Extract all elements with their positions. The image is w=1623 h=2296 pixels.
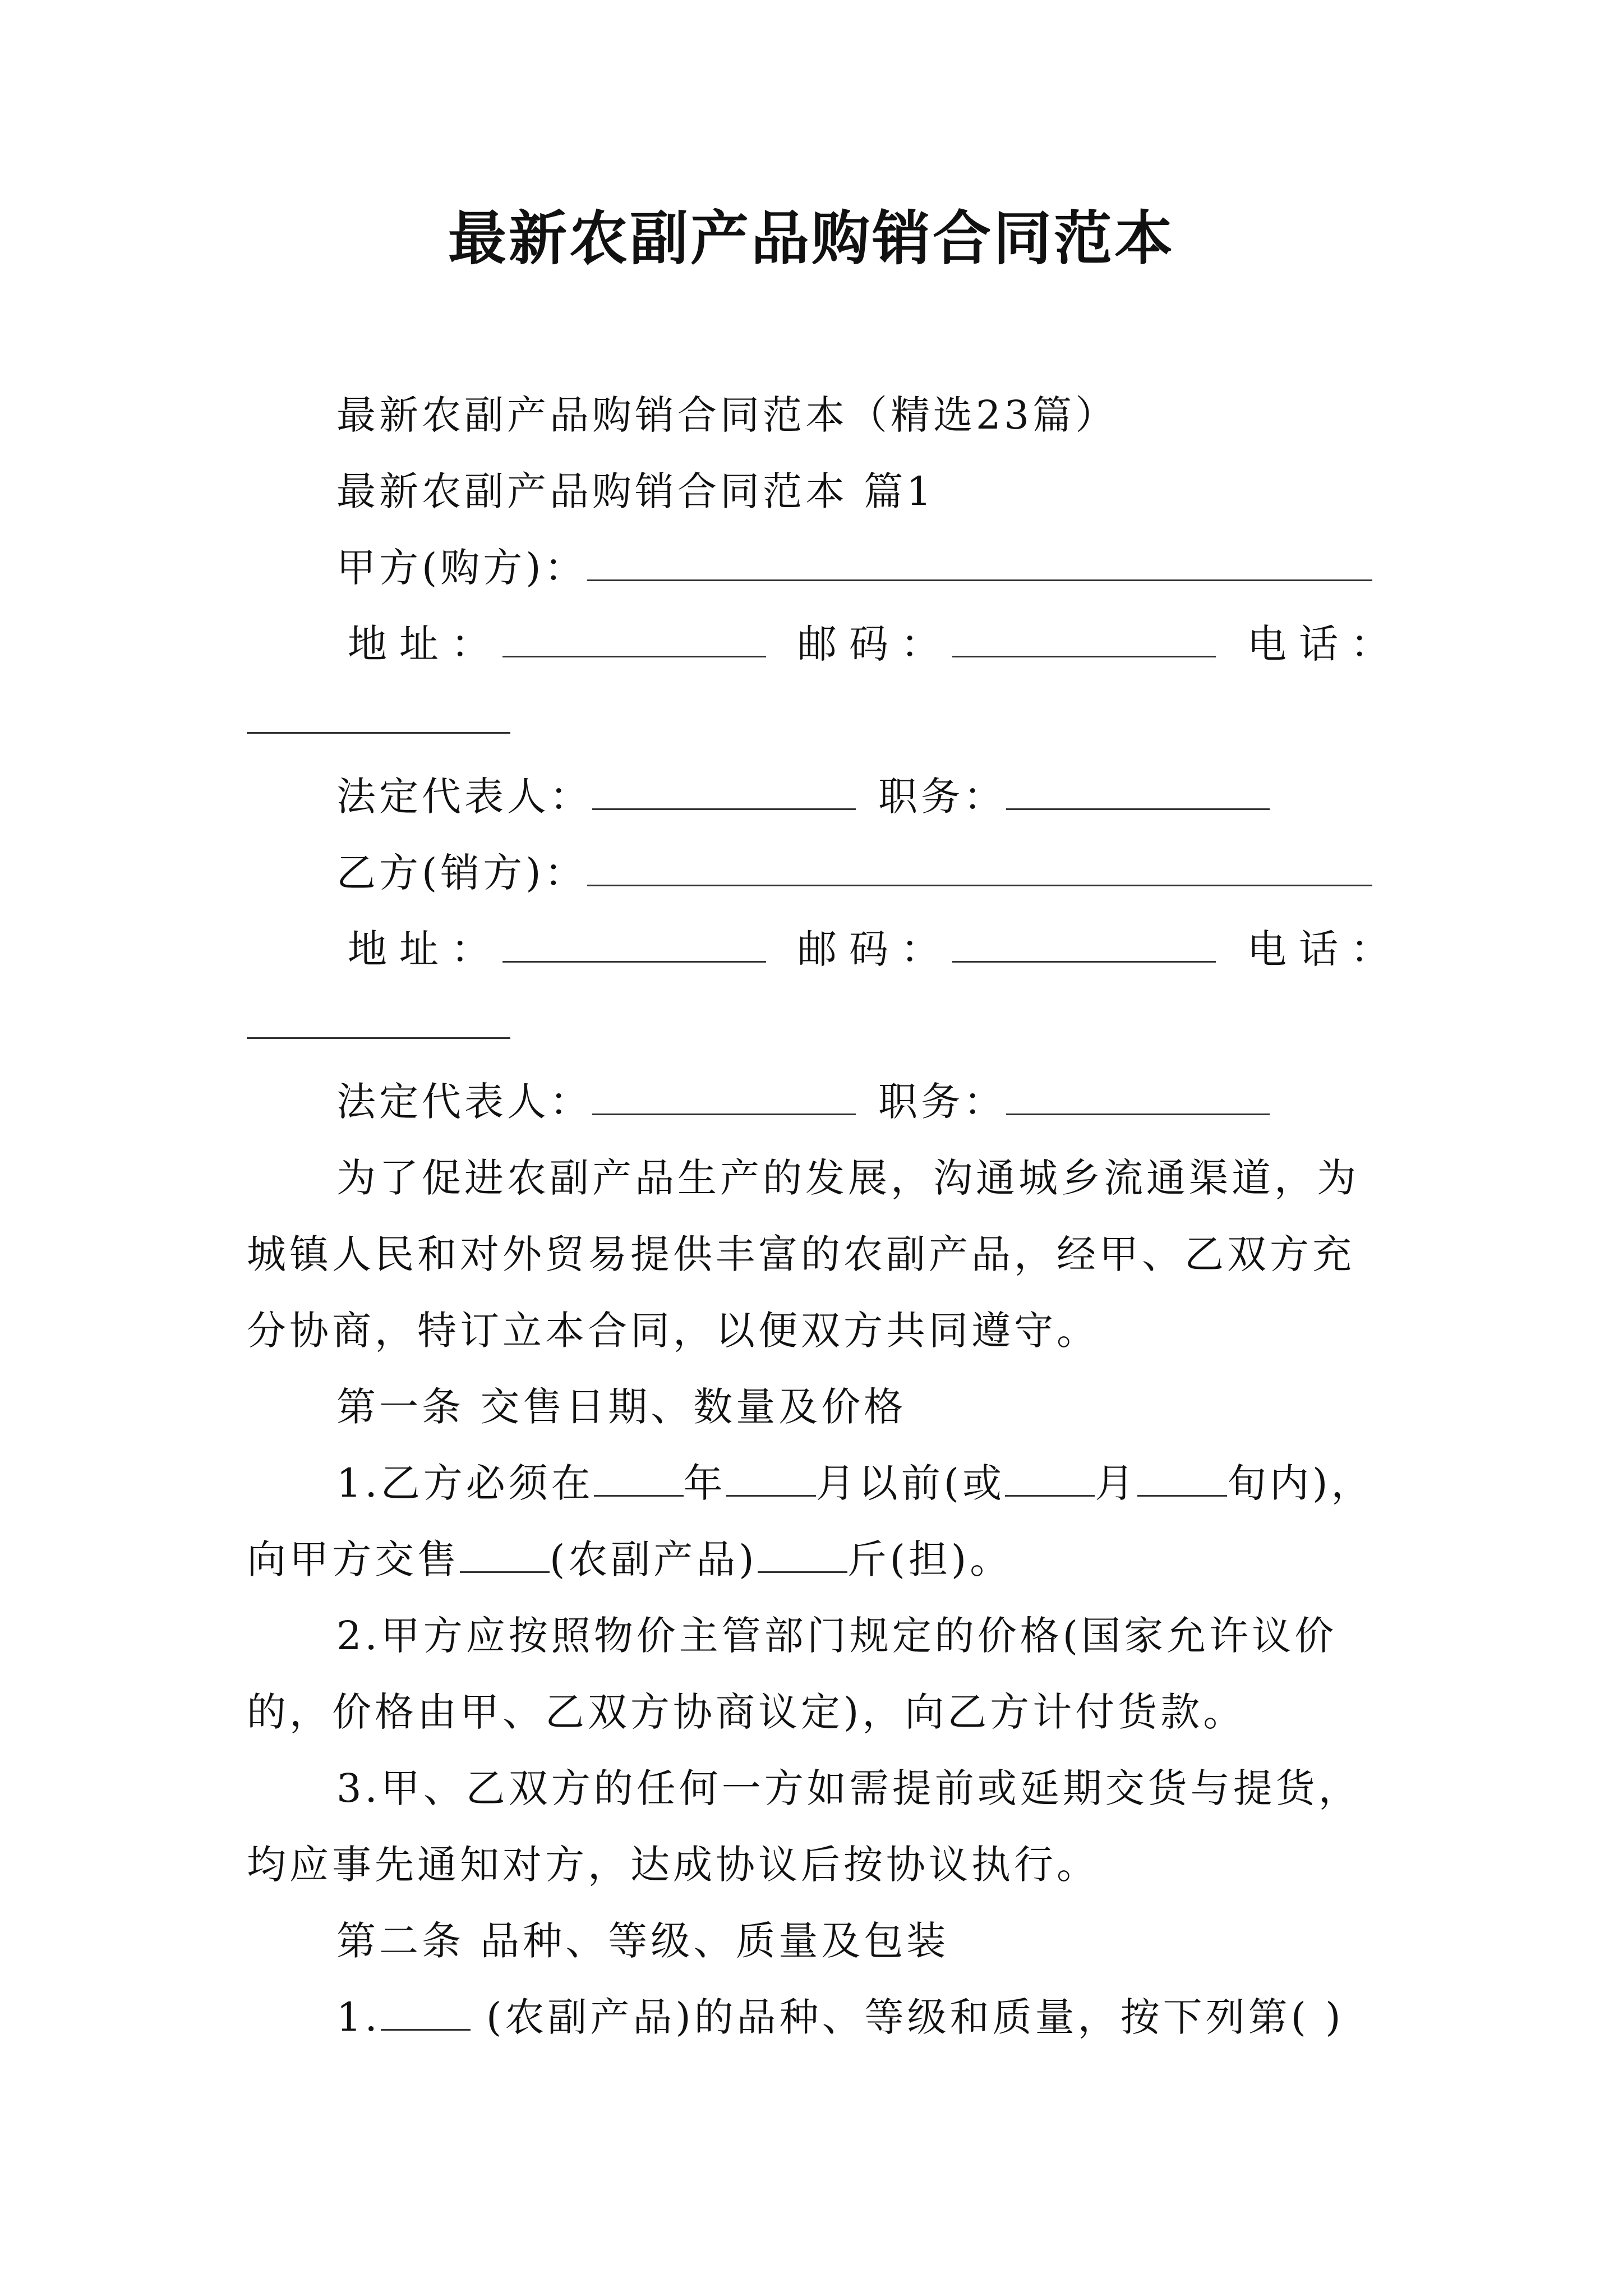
article-1-item-3-line-1: 3.甲、乙双方的任何一方如需提前或延期交货与提货，: [336, 1765, 1361, 1811]
party-a-position-label: 职务：: [878, 774, 1006, 820]
article-2-heading: 第二条 品种、等级、质量及包装: [336, 1918, 949, 1964]
party-b-legal-rep-blank: [592, 1074, 856, 1115]
article-1-item-1-line-2: [247, 1531, 1012, 1588]
text-segment: 月以前(或: [815, 1460, 1006, 1506]
party-b-address-label: 地址：: [348, 926, 502, 972]
text-segment: 向甲方交售: [247, 1536, 460, 1582]
party-a-contact-row: [348, 616, 1402, 672]
party-a-legal-rep-label: 法定代表人：: [336, 774, 592, 820]
text-segment: 旬内)，: [1227, 1460, 1374, 1506]
party-a-phone-label: 电话：: [1247, 621, 1402, 667]
party-b-label: 乙方(销方)：: [336, 850, 587, 896]
document-title: 最新农副产品购销合同范本: [448, 204, 1175, 273]
article-1-heading: 第一条 交售日期、数量及价格: [336, 1384, 907, 1430]
document-subtitle: 最新农副产品购销合同范本（精选23篇）: [336, 392, 1118, 438]
section-heading: 最新农副产品购销合同范本 篇1: [336, 468, 935, 514]
party-a-name-blank: [587, 540, 1372, 581]
text-segment: 年: [683, 1460, 726, 1506]
article-1-item-2-line-1: 2.甲方应按照物价主管部门规定的价格(国家允许议价: [336, 1613, 1338, 1659]
party-b-position-blank: [1006, 1074, 1270, 1115]
intro-line-3: 分协商，特订立本合同，以便双方共同遵守。: [247, 1308, 1099, 1354]
party-b-contact-row: [348, 921, 1402, 977]
party-a-postcode-blank: [952, 616, 1216, 657]
party-b-row: [336, 845, 1372, 901]
text-segment: (农副产品)的品种、等级和质量，按下列第( ): [470, 1994, 1344, 2040]
party-b-legal-rep-label: 法定代表人：: [336, 1079, 592, 1125]
party-b-name-blank: [587, 845, 1372, 886]
party-b-postcode-label: 邮码：: [797, 926, 952, 972]
party-a-position-blank: [1006, 769, 1270, 810]
article-1-item-3-line-2: 均应事先通知对方，达成协议后按协议执行。: [247, 1842, 1099, 1888]
party-a-phone-row: [247, 692, 510, 748]
party-b-rep-row: [336, 1074, 1270, 1130]
party-a-label: 甲方(购方)：: [336, 545, 587, 591]
text-segment: (农副产品): [550, 1536, 758, 1582]
article-1-item-1-line-1: [336, 1455, 1373, 1511]
party-a-phone-blank: [247, 693, 510, 734]
month-blank: [726, 1456, 816, 1497]
party-b-phone-row: [247, 997, 510, 1053]
party-a-legal-rep-blank: [592, 769, 856, 810]
party-b-position-label: 职务：: [878, 1079, 1006, 1125]
product-name-blank: [381, 1990, 471, 2031]
text-segment: 1.: [336, 1994, 381, 2040]
article-2-item-1: [336, 1989, 1344, 2045]
intro-line-2: 城镇人民和对外贸易提供丰富的农副产品，经甲、乙双方充: [247, 1231, 1355, 1277]
product-blank: [460, 1532, 550, 1573]
text-segment: 月: [1095, 1460, 1138, 1506]
party-a-rep-row: [336, 769, 1270, 825]
party-a-address-blank: [502, 616, 766, 657]
period-blank: [1137, 1456, 1227, 1497]
party-b-postcode-blank: [952, 922, 1216, 963]
year-blank: [594, 1456, 684, 1497]
text-segment: 斤(担)。: [847, 1536, 1013, 1582]
party-a-row: [336, 540, 1372, 596]
intro-line-1: 为了促进农副产品生产的发展，沟通城乡流通渠道，为: [336, 1155, 1359, 1201]
text-segment: 1.乙方必须在: [336, 1460, 594, 1506]
party-b-address-blank: [502, 922, 766, 963]
party-a-address-label: 地址：: [348, 621, 502, 667]
article-1-item-2-line-2: 的，价格由甲、乙双方协商议定)，向乙方计付货款。: [247, 1689, 1246, 1735]
quantity-blank: [758, 1532, 847, 1573]
party-a-postcode-label: 邮码：: [797, 621, 952, 667]
party-b-phone-blank: [247, 998, 510, 1039]
party-b-phone-label: 电话：: [1247, 926, 1402, 972]
month-alt-blank: [1005, 1456, 1095, 1497]
